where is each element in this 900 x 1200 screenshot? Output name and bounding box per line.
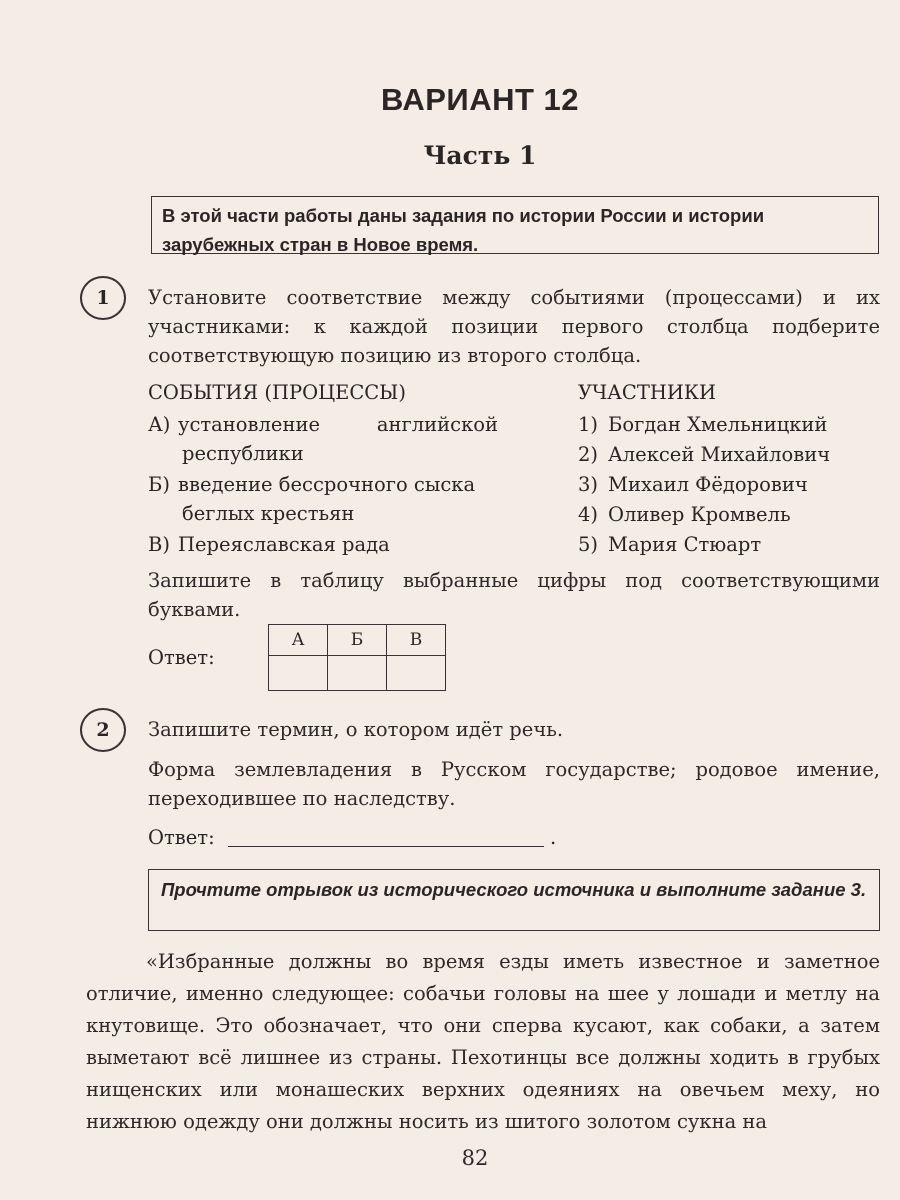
participant-item-4 xyxy=(578,500,791,529)
task2-instruction: Запишите термин, о котором идёт речь. xyxy=(148,718,564,741)
source-instruction-box: Прочтите отрывок из исторического источника и выполните задание 3. xyxy=(148,869,880,931)
answer-cell-v[interactable] xyxy=(387,656,446,691)
participant-label: 1) xyxy=(578,413,599,436)
participant-item-2 xyxy=(578,440,830,469)
task1-table-instruction: Запишите в таблицу выбранные цифры под соответствующими буквами. xyxy=(148,569,880,621)
event-text-line1: установление английской xyxy=(178,413,498,436)
participant-item-1 xyxy=(578,410,827,439)
answer-column-header-v: В xyxy=(387,625,446,656)
event-label: Б) xyxy=(148,473,170,496)
part-title: Часть 1 xyxy=(423,141,537,170)
event-item-a xyxy=(148,410,500,468)
events-column-header: СОБЫТИЯ (ПРОЦЕССЫ) xyxy=(148,381,406,404)
task-number-1-badge: 1 xyxy=(80,276,126,320)
event-item-b xyxy=(148,470,500,528)
participant-label: 5) xyxy=(578,533,599,556)
event-label: В) xyxy=(148,533,170,556)
participant-text: Алексей Михайлович xyxy=(608,443,831,466)
variant-title: ВАРИАНТ 12 xyxy=(381,82,579,117)
answer-cell-b[interactable] xyxy=(328,656,387,691)
task1-instruction: Установите соответствие между событиями (процессами) и их участниками: к каждой позиции первого столбца подберите соответствующую позицию из второго столбца. xyxy=(148,286,880,367)
task-number-2-badge: 2 xyxy=(80,708,126,752)
task2-answer-label: Ответ: xyxy=(148,826,215,849)
participants-column-header: УЧАСТНИКИ xyxy=(578,381,716,404)
participant-text: Оливер Кромвель xyxy=(608,503,791,526)
answer-column-header-b: Б xyxy=(328,625,387,656)
task1-answer-table xyxy=(268,624,446,691)
participant-label: 3) xyxy=(578,473,599,496)
participant-item-5 xyxy=(578,530,761,559)
answer-column-header-a: А xyxy=(269,625,328,656)
event-text-line2: республики xyxy=(182,442,304,465)
participant-text: Михаил Фёдорович xyxy=(608,473,808,496)
task2-answer-line[interactable] xyxy=(228,846,544,847)
page-number: 82 xyxy=(461,1146,489,1170)
participant-item-3 xyxy=(578,470,808,499)
participant-label: 4) xyxy=(578,503,599,526)
event-text-line1: Переяславская рада xyxy=(178,533,390,556)
task1-answer-label: Ответ: xyxy=(148,646,215,669)
event-label: А) xyxy=(148,413,171,436)
event-item-v xyxy=(148,530,500,559)
event-text-line2: беглых крестьян xyxy=(182,502,355,525)
participant-text: Богдан Хмельницкий xyxy=(608,413,828,436)
event-text-line1: введение бессрочного сыска xyxy=(178,473,476,496)
participant-text: Мария Стюарт xyxy=(608,533,762,556)
answer-cell-a[interactable] xyxy=(269,656,328,691)
part-intro-box: В этой части работы даны задания по истории России и истории зарубежных стран в Новое время. xyxy=(151,196,879,254)
task2-answer-end: . xyxy=(550,826,557,849)
historical-source-quote: «Избранные должны во время езды иметь известное и заметное отличие, именно следующее: собачьи головы на шее у лошади и метлу на кнутовище. Это обозначает, что они сперва кусают, как собаки, а затем выметают всё лишнее из страны. Пехотинцы все должны ходить в грубых нищенских или монашеских верхних одеяниях на овечьем меху, но нижнюю одежду они должны носить из шитого золотом сукна на xyxy=(86,950,880,1133)
participant-label: 2) xyxy=(578,443,599,466)
task2-definition: Форма землевладения в Русском государстве; родовое имение, переходившее по наследству. xyxy=(148,758,880,810)
